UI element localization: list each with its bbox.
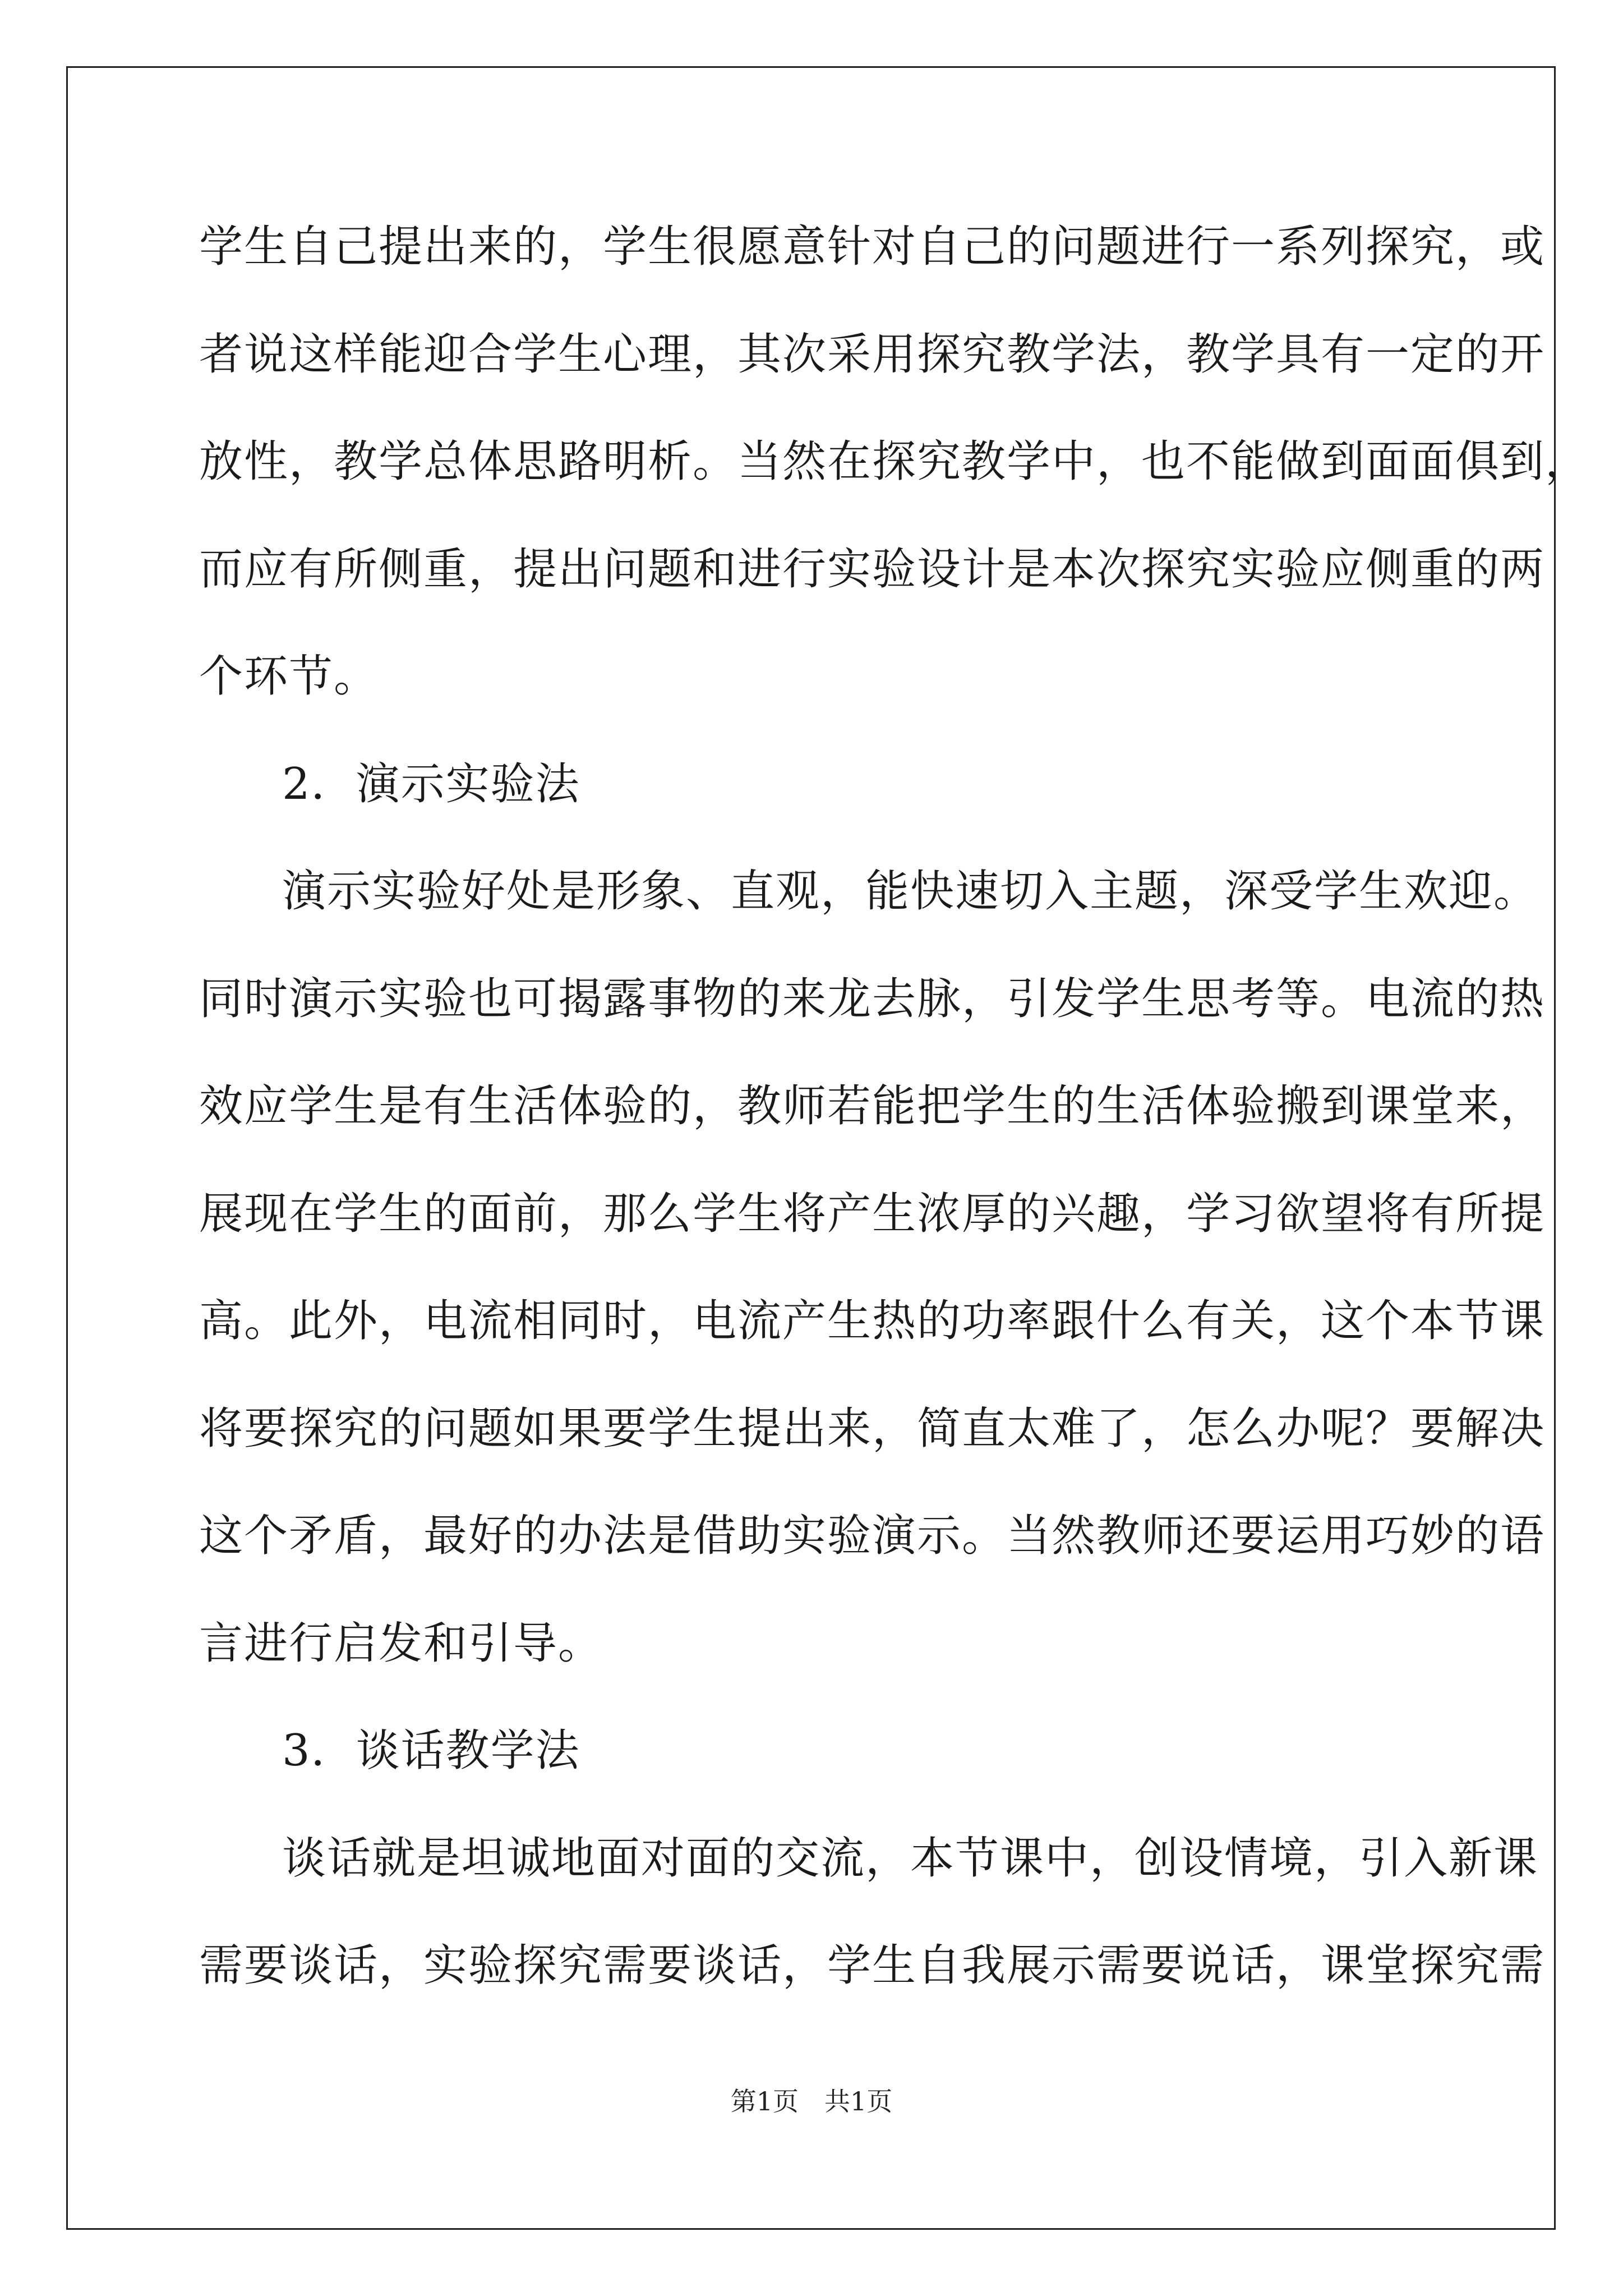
text-line: 学生自己提出来的，学生很愿意针对自己的问题进行一系列探究，或 [199, 222, 1546, 272]
text-line: 展现在学生的面前，那么学生将产生浓厚的兴趣，学习欲望将有所提 [199, 1188, 1546, 1239]
text-line: 效应学生是有生活体验的，教师若能把学生的生活体验搬到课堂来， [199, 1081, 1546, 1131]
text-line: 放性，教学总体思路明析。当然在探究教学中，也不能做到面面俱到， [199, 436, 1590, 487]
text-line: 这个矛盾，最好的办法是借助实验演示。当然教师还要运用巧妙的语 [199, 1511, 1546, 1561]
section-heading: 2．演示实验法 [282, 758, 580, 809]
text-line: 需要谈话，实验探究需要谈话，学生自我展示需要说话，课堂探究需 [199, 1940, 1546, 1991]
page-footer: 第1页 共1页 [730, 2086, 893, 2116]
text-line: 演示实验好处是形象、直观，能快速切入主题，深受学生欢迎。 [282, 866, 1539, 917]
text-line: 同时演示实验也可揭露事物的来龙去脉，引发学生思考等。电流的热 [199, 973, 1546, 1024]
text-line: 言进行启发和引导。 [199, 1618, 603, 1669]
text-line: 个环节。 [199, 651, 379, 702]
section-heading: 3．谈话教学法 [282, 1726, 580, 1776]
text-line: 谈话就是坦诚地面对面的交流，本节课中，创设情境，引入新课 [282, 1833, 1539, 1884]
text-line: 而应有所侧重，提出问题和进行实验设计是本次探究实验应侧重的两 [199, 544, 1546, 595]
text-line: 者说这样能迎合学生心理，其次采用探究教学法，教学具有一定的开 [199, 329, 1546, 380]
text-line: 将要探究的问题如果要学生提出来，简直太难了，怎么办呢？要解决 [199, 1403, 1546, 1454]
text-line: 高。此外，电流相同时，电流产生热的功率跟什么有关，这个本节课 [199, 1296, 1546, 1346]
document-body [199, 219, 1590, 2045]
